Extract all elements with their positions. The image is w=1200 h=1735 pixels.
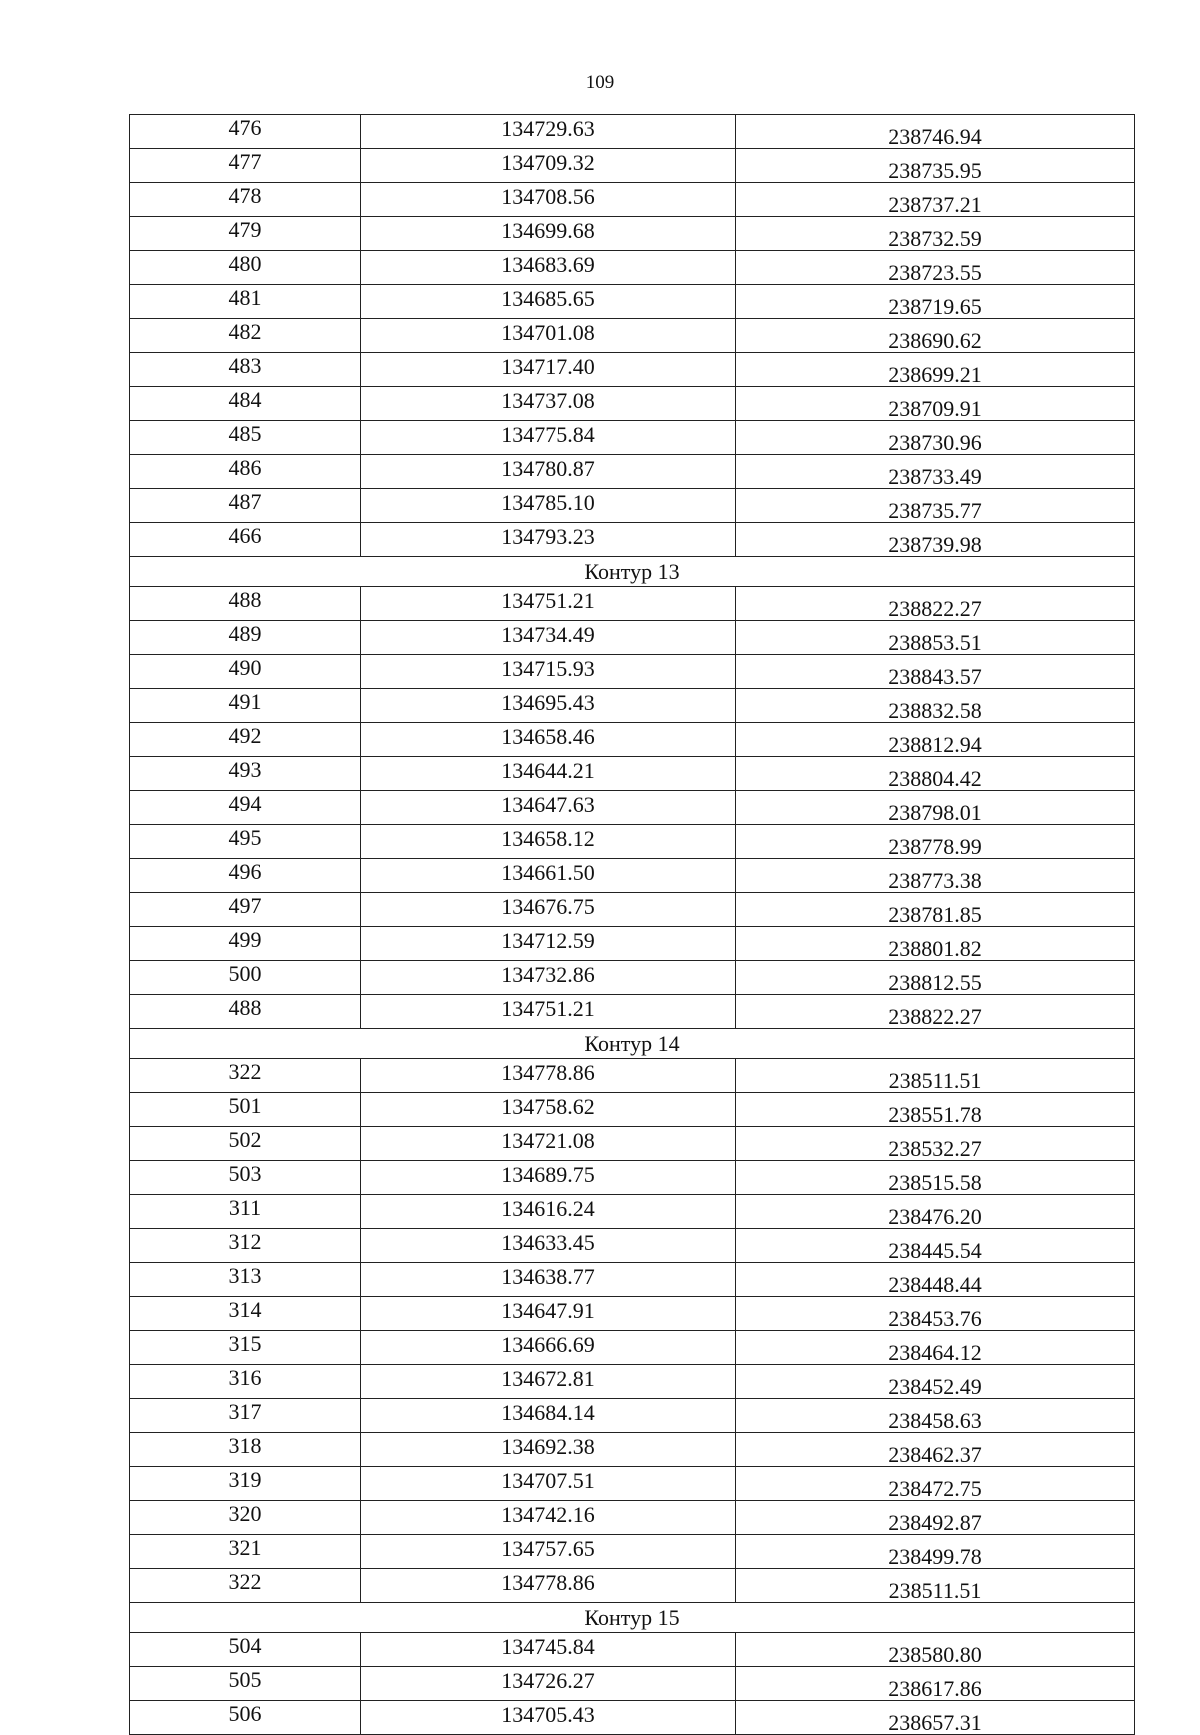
y-coordinate-cell: 238445.54: [736, 1229, 1135, 1263]
x-coordinate-cell: 134726.27: [361, 1667, 736, 1701]
x-coordinate-cell: 134745.84: [361, 1633, 736, 1667]
coordinates-table-body: [130, 115, 1135, 1735]
table-row: [130, 1365, 1135, 1399]
point-number-cell: 502: [130, 1127, 361, 1161]
page-number: 109: [585, 72, 615, 93]
x-coordinate-cell: 134758.62: [361, 1093, 736, 1127]
table-row: [130, 1161, 1135, 1195]
table-row: [130, 217, 1135, 251]
point-number-cell: 487: [130, 489, 361, 523]
y-coordinate-cell: 238735.77: [736, 489, 1135, 523]
y-coordinate-cell: 238448.44: [736, 1263, 1135, 1297]
point-number-cell: 491: [130, 689, 361, 723]
x-coordinate-cell: 134757.65: [361, 1535, 736, 1569]
x-coordinate-cell: 134695.43: [361, 689, 736, 723]
y-coordinate-cell: 238730.96: [736, 421, 1135, 455]
table-row: [130, 927, 1135, 961]
table-row: [130, 1433, 1135, 1467]
x-coordinate-cell: 134785.10: [361, 489, 736, 523]
y-coordinate-cell: 238453.76: [736, 1297, 1135, 1331]
point-number-cell: 476: [130, 115, 361, 149]
point-number-cell: 322: [130, 1059, 361, 1093]
table-row: [130, 587, 1135, 621]
point-number-cell: 486: [130, 455, 361, 489]
y-coordinate-cell: 238551.78: [736, 1093, 1135, 1127]
table-row: [130, 319, 1135, 353]
point-number-cell: 501: [130, 1093, 361, 1127]
y-coordinate-cell: 238532.27: [736, 1127, 1135, 1161]
x-coordinate-cell: 134712.59: [361, 927, 736, 961]
point-number-cell: 478: [130, 183, 361, 217]
table-row: [130, 183, 1135, 217]
point-number-cell: 505: [130, 1667, 361, 1701]
point-number-cell: 466: [130, 523, 361, 557]
point-number-cell: 496: [130, 859, 361, 893]
y-coordinate-cell: 238699.21: [736, 353, 1135, 387]
y-coordinate-cell: 238733.49: [736, 455, 1135, 489]
x-coordinate-cell: 134658.46: [361, 723, 736, 757]
table-row: [130, 621, 1135, 655]
point-number-cell: 495: [130, 825, 361, 859]
x-coordinate-cell: 134689.75: [361, 1161, 736, 1195]
y-coordinate-cell: 238778.99: [736, 825, 1135, 859]
x-coordinate-cell: 134775.84: [361, 421, 736, 455]
point-number-cell: 490: [130, 655, 361, 689]
point-number-cell: 493: [130, 757, 361, 791]
point-number-cell: 316: [130, 1365, 361, 1399]
y-coordinate-cell: 238476.20: [736, 1195, 1135, 1229]
table-row: [130, 655, 1135, 689]
x-coordinate-cell: 134709.32: [361, 149, 736, 183]
point-number-cell: 483: [130, 353, 361, 387]
point-number-cell: 314: [130, 1297, 361, 1331]
x-coordinate-cell: 134672.81: [361, 1365, 736, 1399]
point-number-cell: 480: [130, 251, 361, 285]
point-number-cell: 312: [130, 1229, 361, 1263]
y-coordinate-cell: 238781.85: [736, 893, 1135, 927]
section-header-row: [130, 1603, 1135, 1633]
x-coordinate-cell: 134705.43: [361, 1701, 736, 1735]
y-coordinate-cell: 238472.75: [736, 1467, 1135, 1501]
table-row: [130, 1297, 1135, 1331]
x-coordinate-cell: 134676.75: [361, 893, 736, 927]
x-coordinate-cell: 134717.40: [361, 353, 736, 387]
table-row: [130, 1263, 1135, 1297]
x-coordinate-cell: 134633.45: [361, 1229, 736, 1263]
point-number-cell: 319: [130, 1467, 361, 1501]
y-coordinate-cell: 238804.42: [736, 757, 1135, 791]
y-coordinate-cell: 238843.57: [736, 655, 1135, 689]
x-coordinate-cell: 134684.14: [361, 1399, 736, 1433]
x-coordinate-cell: 134685.65: [361, 285, 736, 319]
y-coordinate-cell: 238499.78: [736, 1535, 1135, 1569]
table-row: [130, 1633, 1135, 1667]
y-coordinate-cell: 238492.87: [736, 1501, 1135, 1535]
x-coordinate-cell: 134666.69: [361, 1331, 736, 1365]
x-coordinate-cell: 134721.08: [361, 1127, 736, 1161]
table-row: [130, 1535, 1135, 1569]
y-coordinate-cell: 238853.51: [736, 621, 1135, 655]
table-row: [130, 1399, 1135, 1433]
x-coordinate-cell: 134692.38: [361, 1433, 736, 1467]
y-coordinate-cell: 238801.82: [736, 927, 1135, 961]
table-row: [130, 1229, 1135, 1263]
point-number-cell: 499: [130, 927, 361, 961]
table-row: [130, 757, 1135, 791]
table-row: [130, 1331, 1135, 1365]
x-coordinate-cell: 134638.77: [361, 1263, 736, 1297]
x-coordinate-cell: 134778.86: [361, 1059, 736, 1093]
table-row: [130, 455, 1135, 489]
table-row: [130, 1127, 1135, 1161]
x-coordinate-cell: 134737.08: [361, 387, 736, 421]
table-row: [130, 149, 1135, 183]
point-number-cell: 504: [130, 1633, 361, 1667]
x-coordinate-cell: 134729.63: [361, 115, 736, 149]
x-coordinate-cell: 134778.86: [361, 1569, 736, 1603]
y-coordinate-cell: 238719.65: [736, 285, 1135, 319]
y-coordinate-cell: 238515.58: [736, 1161, 1135, 1195]
point-number-cell: 321: [130, 1535, 361, 1569]
point-number-cell: 484: [130, 387, 361, 421]
y-coordinate-cell: 238464.12: [736, 1331, 1135, 1365]
table-row: [130, 1467, 1135, 1501]
table-row: [130, 421, 1135, 455]
point-number-cell: 322: [130, 1569, 361, 1603]
point-number-cell: 479: [130, 217, 361, 251]
y-coordinate-cell: 238723.55: [736, 251, 1135, 285]
y-coordinate-cell: 238822.27: [736, 587, 1135, 621]
y-coordinate-cell: 238690.62: [736, 319, 1135, 353]
point-number-cell: 503: [130, 1161, 361, 1195]
point-number-cell: 313: [130, 1263, 361, 1297]
table-row: [130, 285, 1135, 319]
x-coordinate-cell: 134780.87: [361, 455, 736, 489]
section-header-row: [130, 1029, 1135, 1059]
x-coordinate-cell: 134644.21: [361, 757, 736, 791]
y-coordinate-cell: 238657.31: [736, 1701, 1135, 1735]
y-coordinate-cell: 238709.91: [736, 387, 1135, 421]
table-row: [130, 1501, 1135, 1535]
point-number-cell: 494: [130, 791, 361, 825]
x-coordinate-cell: 134683.69: [361, 251, 736, 285]
table-row: [130, 893, 1135, 927]
x-coordinate-cell: 134658.12: [361, 825, 736, 859]
x-coordinate-cell: 134793.23: [361, 523, 736, 557]
x-coordinate-cell: 134661.50: [361, 859, 736, 893]
table-row: [130, 791, 1135, 825]
table-row: [130, 961, 1135, 995]
point-number-cell: 318: [130, 1433, 361, 1467]
y-coordinate-cell: 238773.38: [736, 859, 1135, 893]
x-coordinate-cell: 134647.91: [361, 1297, 736, 1331]
table-row: [130, 1701, 1135, 1735]
y-coordinate-cell: 238462.37: [736, 1433, 1135, 1467]
section-header-row: [130, 557, 1135, 587]
table-row: [130, 995, 1135, 1029]
coordinates-table: [129, 114, 1135, 1735]
y-coordinate-cell: 238580.80: [736, 1633, 1135, 1667]
table-row: [130, 1569, 1135, 1603]
x-coordinate-cell: 134647.63: [361, 791, 736, 825]
section-title: Контур 13: [130, 557, 1135, 587]
table-row: [130, 723, 1135, 757]
table-row: [130, 1195, 1135, 1229]
point-number-cell: 311: [130, 1195, 361, 1229]
table-row: [130, 825, 1135, 859]
point-number-cell: 492: [130, 723, 361, 757]
point-number-cell: 315: [130, 1331, 361, 1365]
section-title: Контур 14: [130, 1029, 1135, 1059]
point-number-cell: 489: [130, 621, 361, 655]
point-number-cell: 482: [130, 319, 361, 353]
point-number-cell: 500: [130, 961, 361, 995]
y-coordinate-cell: 238812.55: [736, 961, 1135, 995]
table-row: [130, 489, 1135, 523]
x-coordinate-cell: 134751.21: [361, 995, 736, 1029]
point-number-cell: 485: [130, 421, 361, 455]
table-row: [130, 353, 1135, 387]
point-number-cell: 481: [130, 285, 361, 319]
table-row: [130, 1059, 1135, 1093]
y-coordinate-cell: 238832.58: [736, 689, 1135, 723]
point-number-cell: 320: [130, 1501, 361, 1535]
y-coordinate-cell: 238458.63: [736, 1399, 1135, 1433]
table-row: [130, 115, 1135, 149]
x-coordinate-cell: 134707.51: [361, 1467, 736, 1501]
table-row: [130, 523, 1135, 557]
table-row: [130, 689, 1135, 723]
y-coordinate-cell: 238452.49: [736, 1365, 1135, 1399]
point-number-cell: 488: [130, 587, 361, 621]
y-coordinate-cell: 238746.94: [736, 115, 1135, 149]
y-coordinate-cell: 238739.98: [736, 523, 1135, 557]
x-coordinate-cell: 134742.16: [361, 1501, 736, 1535]
point-number-cell: 506: [130, 1701, 361, 1735]
x-coordinate-cell: 134701.08: [361, 319, 736, 353]
x-coordinate-cell: 134715.93: [361, 655, 736, 689]
point-number-cell: 497: [130, 893, 361, 927]
x-coordinate-cell: 134734.49: [361, 621, 736, 655]
point-number-cell: 477: [130, 149, 361, 183]
x-coordinate-cell: 134616.24: [361, 1195, 736, 1229]
table-row: [130, 1093, 1135, 1127]
y-coordinate-cell: 238822.27: [736, 995, 1135, 1029]
y-coordinate-cell: 238511.51: [736, 1059, 1135, 1093]
y-coordinate-cell: 238812.94: [736, 723, 1135, 757]
point-number-cell: 488: [130, 995, 361, 1029]
y-coordinate-cell: 238798.01: [736, 791, 1135, 825]
table-row: [130, 859, 1135, 893]
table-row: [130, 251, 1135, 285]
y-coordinate-cell: 238511.51: [736, 1569, 1135, 1603]
y-coordinate-cell: 238617.86: [736, 1667, 1135, 1701]
section-title: Контур 15: [130, 1603, 1135, 1633]
table-row: [130, 387, 1135, 421]
x-coordinate-cell: 134732.86: [361, 961, 736, 995]
point-number-cell: 317: [130, 1399, 361, 1433]
y-coordinate-cell: 238732.59: [736, 217, 1135, 251]
x-coordinate-cell: 134751.21: [361, 587, 736, 621]
table-row: [130, 1667, 1135, 1701]
y-coordinate-cell: 238737.21: [736, 183, 1135, 217]
x-coordinate-cell: 134708.56: [361, 183, 736, 217]
x-coordinate-cell: 134699.68: [361, 217, 736, 251]
y-coordinate-cell: 238735.95: [736, 149, 1135, 183]
